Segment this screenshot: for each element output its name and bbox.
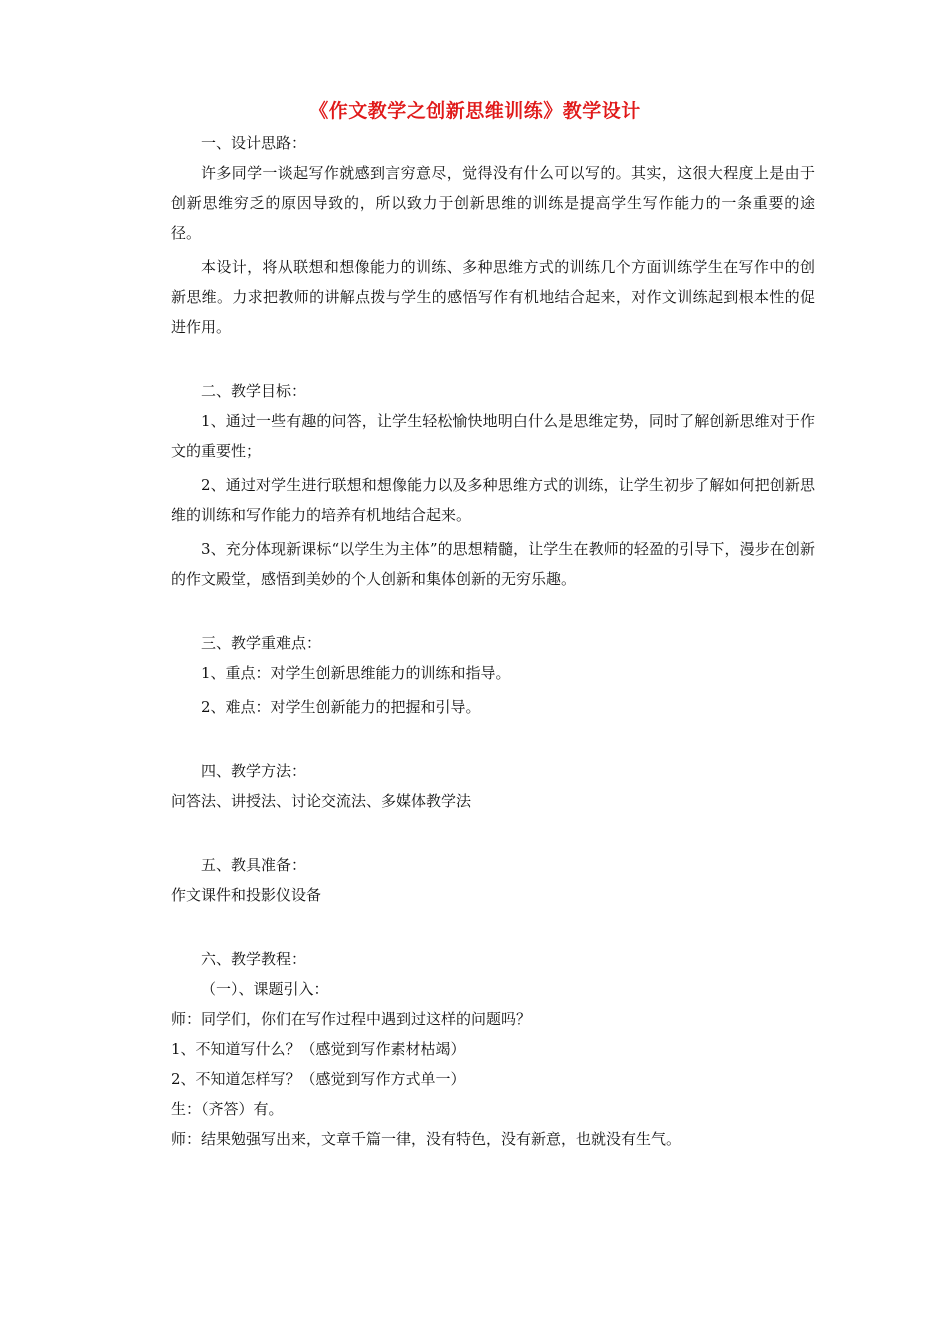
section-heading-key-points: 三、教学重难点： — [201, 634, 322, 652]
paragraph: 许多同学一谈起写作就感到言穷意尽，觉得没有什么可以写的。其实，这很大程度上是由于创新思维穷乏的原因导致的，所以致力于创新思维的训练是提高学生写作能力的一条重要的途径。 — [171, 164, 815, 242]
dialogue-line: 2、不知道怎样写？（感觉到写作方式单一） — [171, 1070, 466, 1088]
equipment-text: 作文课件和投影仪设备 — [171, 886, 322, 904]
section-heading-goals: 二、教学目标： — [201, 382, 307, 400]
list-item: 3、充分体现新课标“以学生为主体”的思想精髓，让学生在教师的轻盈的引导下，漫步在创新的作文殿堂，感悟到美妙的个人创新和集体创新的无穷乐趣。 — [171, 540, 815, 588]
list-item: 2、通过对学生进行联想和想像能力以及多种思维方式的训练，让学生初步了解如何把创新思维的训练和写作能力的培养有机地结合起来。 — [171, 476, 815, 524]
section-heading-procedure: 六、教学教程： — [201, 950, 307, 968]
dialogue-line: 师：结果勉强写出来，文章千篇一律，没有特色，没有新意，也就没有生气。 — [171, 1130, 682, 1148]
document-title: 《作文教学之创新思维训练》教学设计 — [309, 100, 641, 122]
list-item: 2、难点：对学生创新能力的把握和引导。 — [201, 698, 481, 716]
list-item: 1、通过一些有趣的问答，让学生轻松愉快地明白什么是思维定势，同时了解创新思维对于作文的重要性； — [171, 412, 815, 460]
section-heading-methods: 四、教学方法： — [201, 762, 307, 780]
dialogue-line: 生：（齐答）有。 — [171, 1100, 284, 1118]
sub-heading-introduction: （一）、课题引入： — [201, 980, 329, 998]
dialogue-line: 1、不知道写什么？（感觉到写作素材枯竭） — [171, 1040, 466, 1058]
section-heading-design: 一、设计思路： — [201, 134, 307, 152]
dialogue-line: 师：同学们，你们在写作过程中遇到过这样的问题吗？ — [171, 1010, 532, 1028]
methods-text: 问答法、讲授法、讨论交流法、多媒体教学法 — [171, 792, 472, 810]
section-heading-equipment: 五、教具准备： — [201, 856, 307, 874]
list-item: 1、重点：对学生创新思维能力的训练和指导。 — [201, 664, 511, 682]
document-body — [171, 128, 815, 1154]
paragraph: 本设计，将从联想和想像能力的训练、多种思维方式的训练几个方面训练学生在写作中的创新思维。力求把教师的讲解点拨与学生的感悟写作有机地结合起来，对作文训练起到根本性的促进作用。 — [171, 258, 815, 336]
